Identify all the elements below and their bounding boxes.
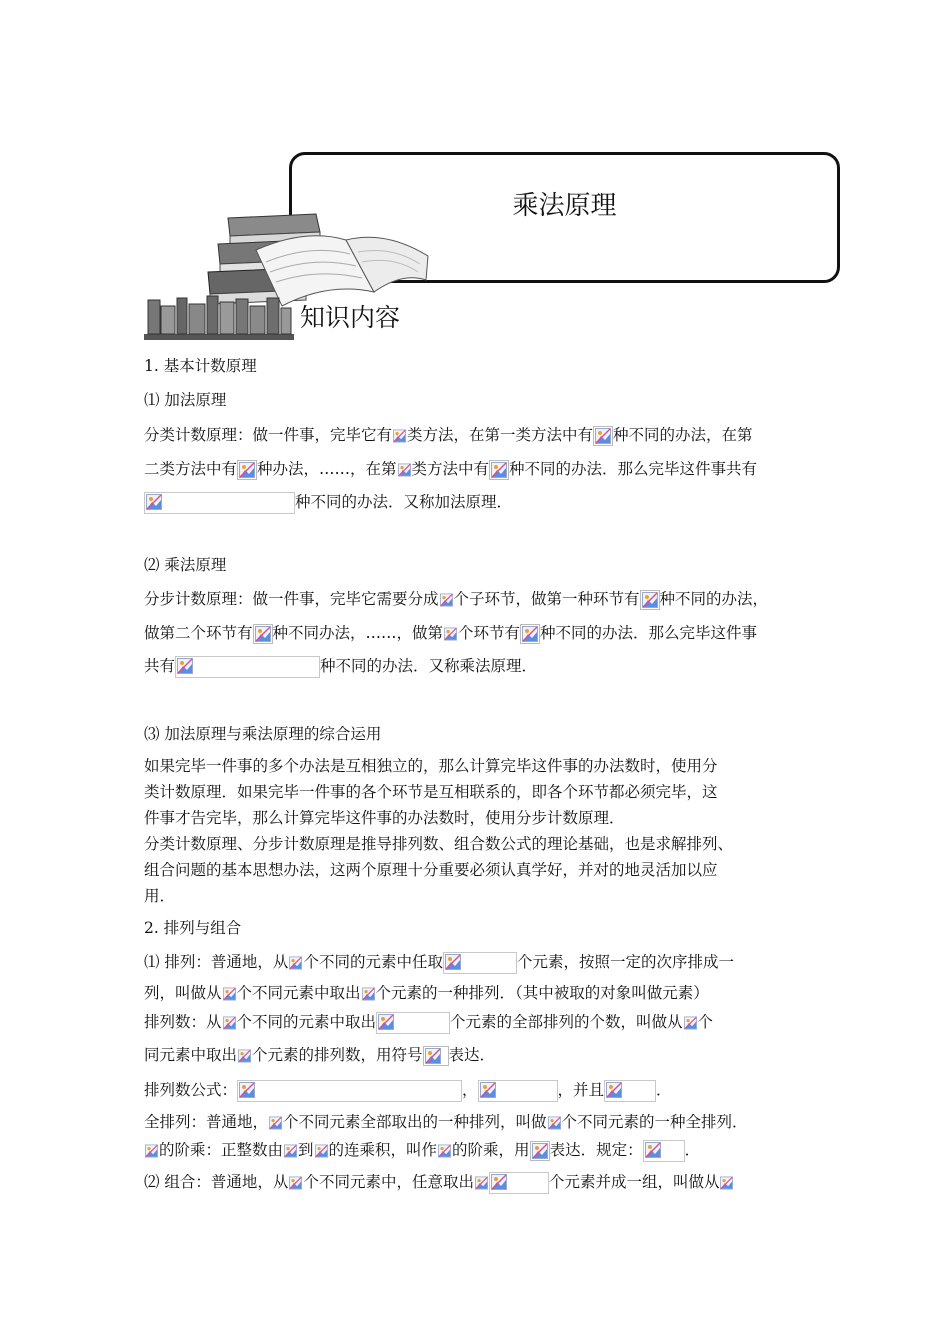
text: ． bbox=[684, 1141, 701, 1159]
formula-image-placeholder bbox=[443, 952, 517, 974]
permutation-line-2 bbox=[144, 983, 709, 1003]
text: ，并且 bbox=[557, 1081, 605, 1099]
math-image-placeholder bbox=[547, 1115, 562, 1131]
text: 类方法中有 bbox=[411, 460, 490, 478]
paragraph-line: 类计数原理．如果完毕一件事的各个环节是互相联系的，即各个环节都必须完毕，这 bbox=[144, 783, 718, 801]
math-image-placeholder bbox=[253, 624, 273, 644]
text: 类方法，在第一类方法中有 bbox=[407, 426, 594, 444]
math-image-placeholder bbox=[640, 590, 660, 610]
math-image-placeholder bbox=[268, 1115, 283, 1131]
text: 表达． bbox=[448, 1046, 496, 1064]
text: 个 bbox=[697, 1013, 714, 1031]
text: 个环节有 bbox=[458, 624, 521, 642]
formula-image-placeholder bbox=[478, 1080, 558, 1102]
text: 种不同的办法， bbox=[659, 590, 769, 608]
text: 个不同元素全部取出的一种排列，叫做 bbox=[283, 1113, 547, 1131]
text: 种不同的办法，在第 bbox=[613, 426, 753, 444]
math-image-placeholder bbox=[283, 1143, 298, 1159]
paragraph-line: 分类计数原理、分步计数原理是推导排列数、组合数公式的理论基础，也是求解排列、 bbox=[144, 835, 734, 853]
math-image-placeholder bbox=[593, 426, 613, 446]
formula-image-placeholder bbox=[144, 492, 295, 514]
math-image-placeholder bbox=[144, 1143, 159, 1159]
combination-line-1 bbox=[144, 1172, 734, 1194]
heading-multiplication-principle: ⑵ 乘法原理 bbox=[144, 556, 227, 574]
multiplication-line-3 bbox=[144, 656, 537, 678]
text: 同元素中取出 bbox=[144, 1046, 238, 1064]
text: 的阶乘，用 bbox=[452, 1141, 530, 1159]
multiplication-line-1 bbox=[144, 589, 768, 610]
text: 二类方法中有 bbox=[144, 460, 238, 478]
text: 个不同的元素中任取 bbox=[303, 953, 443, 971]
text: ． bbox=[656, 1081, 672, 1099]
text: 个不同元素的一种全排列． bbox=[561, 1113, 748, 1131]
math-image-placeholder bbox=[437, 1143, 452, 1159]
formula-image-placeholder bbox=[237, 1080, 462, 1102]
text: 个元素的全部排列的个数，叫做从 bbox=[450, 1013, 683, 1031]
permutation-formula-line bbox=[144, 1080, 672, 1102]
math-image-placeholder bbox=[222, 986, 237, 1002]
math-image-placeholder bbox=[489, 460, 509, 480]
page-title: 乘法原理 bbox=[512, 191, 617, 221]
formula-image-placeholder bbox=[604, 1080, 656, 1102]
math-image-placeholder bbox=[683, 1015, 698, 1031]
math-image-placeholder bbox=[314, 1143, 329, 1159]
text: 到 bbox=[298, 1141, 314, 1159]
text: 列，叫做从 bbox=[144, 984, 222, 1002]
text: 的连乘积，叫作 bbox=[328, 1141, 438, 1159]
text: 种不同的办法．那么完毕这件事 bbox=[540, 624, 758, 642]
math-image-placeholder bbox=[439, 592, 454, 608]
math-image-placeholder bbox=[237, 460, 257, 480]
text: 表达．规定： bbox=[549, 1141, 643, 1159]
text: 个元素的排列数，用符号 bbox=[252, 1046, 423, 1064]
math-image-placeholder bbox=[237, 1048, 252, 1064]
multiplication-line-2 bbox=[144, 623, 757, 644]
text: 个元素的一种排列．（其中被取的对象叫做元素） bbox=[375, 984, 709, 1002]
math-image-placeholder bbox=[423, 1046, 449, 1066]
text: 个不同元素中取出 bbox=[236, 984, 361, 1002]
text: 种不同办法，……，做第 bbox=[272, 624, 444, 642]
text: 种不同的办法．又称加法原理． bbox=[295, 493, 513, 511]
text: 种办法，……，在第 bbox=[257, 460, 397, 478]
text: 个不同元素中，任意取出 bbox=[303, 1173, 474, 1191]
math-image-placeholder bbox=[443, 626, 458, 642]
text: ， bbox=[462, 1081, 478, 1099]
text: 个元素，按照一定的次序排成一 bbox=[516, 953, 734, 971]
text: 种不同的办法．那么完毕这件事共有 bbox=[509, 460, 758, 478]
addition-line-3 bbox=[144, 492, 512, 514]
math-image-placeholder bbox=[397, 462, 412, 478]
math-image-placeholder bbox=[474, 1175, 489, 1191]
text: 的阶乘：正整数由 bbox=[159, 1141, 284, 1159]
math-image-placeholder bbox=[719, 1175, 734, 1191]
permutation-line-1 bbox=[144, 952, 734, 974]
paragraph-line: 件事才告完毕，那么计算完毕这件事的办法数时，使用分步计数原理． bbox=[144, 809, 625, 827]
heading-addition-principle: ⑴ 加法原理 bbox=[144, 391, 227, 409]
factorial-line bbox=[144, 1140, 700, 1162]
paragraph-line: 组合问题的基本思想办法，这两个原理十分重要必须认真学好，并对的地灵活加以应 bbox=[144, 861, 718, 879]
section-heading: 知识内容 bbox=[300, 303, 401, 332]
paragraph-line: 如果完毕一件事的多个办法是互相独立的，那么计算完毕这件事的办法数时，使用分 bbox=[144, 757, 718, 775]
text: 共有 bbox=[144, 657, 176, 675]
text: 全排列：普通地， bbox=[144, 1113, 269, 1131]
paragraph-line: 用． bbox=[144, 887, 176, 905]
math-image-placeholder bbox=[288, 955, 303, 971]
text: 分步计数原理：做一件事，完毕它需要分成 bbox=[144, 590, 439, 608]
text: ⑵ 组合：普通地，从 bbox=[144, 1173, 289, 1191]
text: 排列数：从 bbox=[144, 1013, 222, 1031]
permutation-line-4 bbox=[144, 1045, 495, 1066]
formula-image-placeholder bbox=[489, 1172, 549, 1194]
math-image-placeholder bbox=[392, 428, 407, 444]
text: 做第二个环节有 bbox=[144, 624, 253, 642]
formula-image-placeholder bbox=[376, 1012, 450, 1034]
bookshelf-icon bbox=[144, 294, 294, 342]
full-permutation-line bbox=[144, 1112, 748, 1132]
math-image-placeholder bbox=[222, 1015, 237, 1031]
text: 排列数公式： bbox=[144, 1081, 238, 1099]
text: 种不同的办法．又称乘法原理． bbox=[320, 657, 538, 675]
math-image-placeholder bbox=[361, 986, 376, 1002]
permutation-line-3 bbox=[144, 1012, 713, 1034]
text: 个子环节，做第一种环节有 bbox=[453, 590, 640, 608]
text: ⑴ 排列：普通地，从 bbox=[144, 953, 289, 971]
text: 个元素并成一组，叫做从 bbox=[548, 1173, 720, 1191]
addition-line-1 bbox=[144, 425, 753, 446]
text: 个不同的元素中取出 bbox=[236, 1013, 377, 1031]
formula-image-placeholder bbox=[175, 656, 320, 678]
heading-basic-counting: 1. 基本计数原理 bbox=[144, 357, 257, 375]
heading-permutation-combination: 2. 排列与组合 bbox=[144, 919, 242, 937]
math-image-placeholder bbox=[530, 1141, 550, 1161]
math-image-placeholder bbox=[520, 624, 540, 644]
addition-line-2 bbox=[144, 459, 757, 480]
text: 分类计数原理：做一件事，完毕它有 bbox=[144, 426, 393, 444]
formula-image-placeholder bbox=[643, 1140, 685, 1162]
heading-combined-use: ⑶ 加法原理与乘法原理的综合运用 bbox=[144, 725, 382, 743]
math-image-placeholder bbox=[288, 1175, 303, 1191]
